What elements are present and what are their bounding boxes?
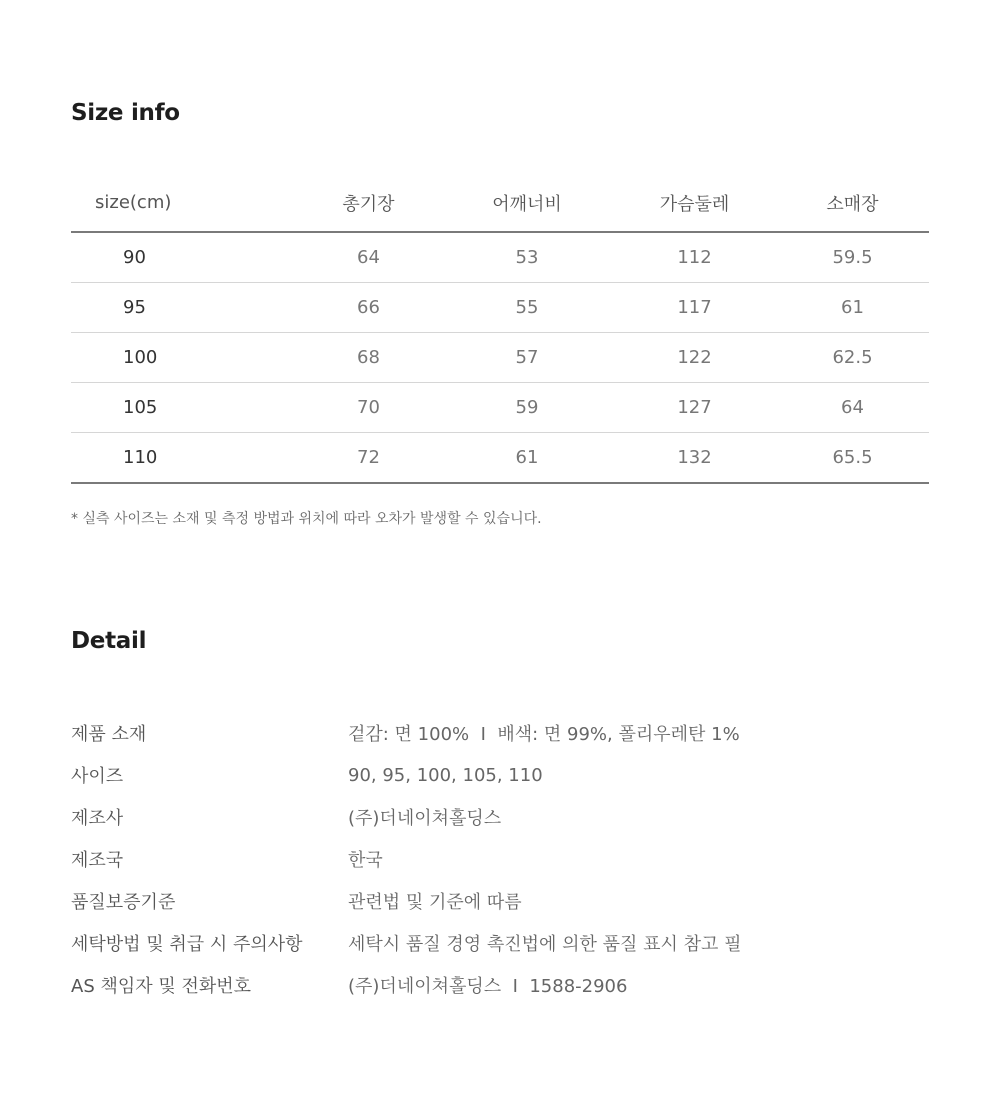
size-info-title: Size info (71, 100, 180, 126)
detail-row-as-contact (71, 964, 929, 1006)
size-header-length: 총기장 (296, 174, 441, 232)
detail-value: (주)더네이쳐홀딩스 (348, 808, 502, 829)
table-row (71, 283, 929, 333)
detail-value: 세탁시 품질 경영 촉진법에 의한 품질 표시 참고 필 (348, 934, 742, 955)
sleeve-cell: 59.5 (776, 232, 929, 283)
sleeve-cell: 65.5 (776, 433, 929, 484)
detail-label: AS 책임자 및 전화번호 (71, 976, 252, 997)
detail-label: 제품 소재 (71, 724, 147, 745)
length-cell: 68 (296, 333, 441, 383)
detail-row-manufacturer (71, 796, 929, 838)
size-cell: 105 (71, 383, 296, 433)
shoulder-cell: 61 (441, 433, 613, 484)
shoulder-cell: 57 (441, 333, 613, 383)
detail-label: 제조국 (71, 850, 124, 871)
table-row (71, 383, 929, 433)
table-row (71, 433, 929, 484)
length-cell: 64 (296, 232, 441, 283)
table-row (71, 232, 929, 283)
sleeve-cell: 61 (776, 283, 929, 333)
chest-cell: 132 (613, 433, 776, 484)
size-header-sleeve: 소매장 (776, 174, 929, 232)
detail-label: 세탁방법 및 취급 시 주의사항 (71, 934, 303, 955)
size-note: * 실측 사이즈는 소재 및 측정 방법과 위치에 따라 오차가 발생할 수 있습니다. (71, 511, 542, 527)
detail-value: 90, 95, 100, 105, 110 (348, 764, 543, 786)
size-cell: 95 (71, 283, 296, 333)
chest-cell: 122 (613, 333, 776, 383)
detail-title: Detail (71, 628, 147, 654)
length-cell: 66 (296, 283, 441, 333)
detail-value: (주)더네이쳐홀딩스 I 1588-2906 (348, 976, 628, 997)
sleeve-cell: 64 (776, 383, 929, 433)
size-header-shoulder: 어깨너비 (441, 174, 613, 232)
detail-list (71, 712, 929, 1006)
detail-label: 사이즈 (71, 766, 124, 787)
detail-row-country (71, 838, 929, 880)
chest-cell: 117 (613, 283, 776, 333)
sleeve-cell: 62.5 (776, 333, 929, 383)
length-cell: 70 (296, 383, 441, 433)
detail-label: 제조사 (71, 808, 124, 829)
detail-value: 겉감: 면 100% I 배색: 면 99%, 폴리우레탄 1% (348, 724, 740, 745)
size-header-size: size(cm) (71, 174, 296, 232)
chest-cell: 112 (613, 232, 776, 283)
size-table-header-row (71, 174, 929, 232)
detail-row-care (71, 922, 929, 964)
size-cell: 90 (71, 232, 296, 283)
length-cell: 72 (296, 433, 441, 484)
detail-value: 관련법 및 기준에 따름 (348, 892, 522, 913)
table-row (71, 333, 929, 383)
detail-value: 한국 (348, 850, 383, 871)
size-cell: 100 (71, 333, 296, 383)
size-header-chest: 가슴둘레 (613, 174, 776, 232)
detail-row-sizes (71, 754, 929, 796)
detail-row-material (71, 712, 929, 754)
shoulder-cell: 55 (441, 283, 613, 333)
shoulder-cell: 59 (441, 383, 613, 433)
detail-row-quality (71, 880, 929, 922)
chest-cell: 127 (613, 383, 776, 433)
detail-label: 품질보증기준 (71, 892, 176, 913)
shoulder-cell: 53 (441, 232, 613, 283)
size-cell: 110 (71, 433, 296, 484)
size-table (71, 174, 929, 484)
